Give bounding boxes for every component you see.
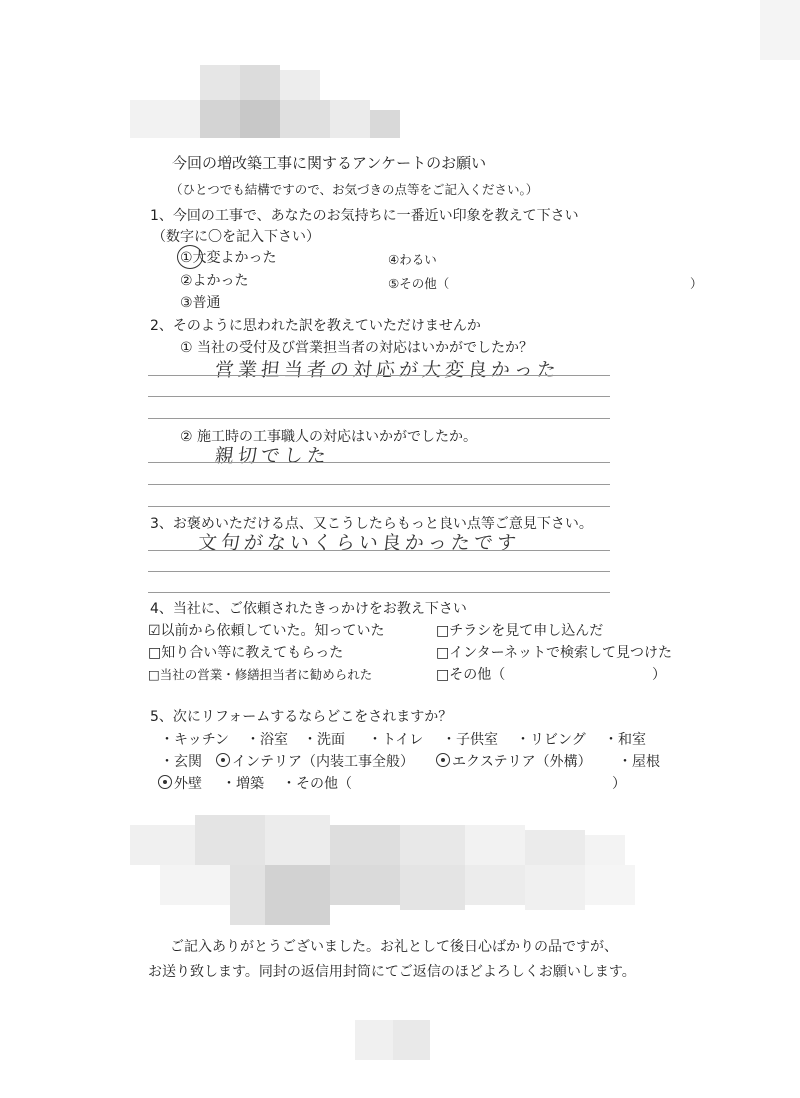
q2-question: 2、そのように思われた訳を教えていただけませんか (150, 318, 481, 334)
q4-option-3: □知り合い等に教えてもらった (148, 645, 344, 661)
q1-option-3: ③普通 (180, 295, 221, 311)
q1-option-2: ②よかった (180, 273, 249, 289)
q3-question: 3、お褒めいただける点、又こうしたらもっと良い点等ご意見下さい。 (150, 516, 593, 532)
q1-close-paren: ） (690, 276, 703, 291)
answer-line (148, 418, 610, 419)
q5-option-extension: ・増築 (222, 776, 264, 792)
q1-option-5: ⑤その他（ (388, 276, 450, 291)
q5-option-toilet: ・トイレ (368, 732, 424, 748)
q1-question: 1、今回の工事で、あなたのお気持ちに一番近い印象を教えて下さい (150, 208, 579, 224)
q5-option-washroom: ・洗面 (303, 732, 345, 748)
q3-answer-handwriting: 文句がないくらい良かったです (196, 532, 522, 554)
q5-close-paren: ） (612, 776, 626, 792)
selected-dot-icon (216, 753, 230, 767)
q5-option-exterior (436, 751, 592, 771)
q5-option-bath: ・浴室 (246, 732, 288, 748)
q2-answer2-handwriting: 親切でした (213, 445, 332, 467)
q1-option-4: ④わるい (388, 252, 437, 267)
q5-option-interior-label: インテリア（内装工事全般） (232, 754, 414, 770)
q2-sub2: ② 施工時の工事職人の対応はいかがでしたか。 (180, 429, 477, 445)
answer-line (148, 484, 610, 485)
q5-option-outer-wall-label: 外壁 (174, 776, 202, 792)
answer-line (148, 396, 610, 397)
q5-option-outer-wall (158, 773, 202, 793)
q5-option-kids-room: ・子供室 (442, 732, 498, 748)
closing-line-2: お送り致します。同封の返信用封筒にてご返信のほどよろしくお願いします。 (148, 964, 636, 980)
q1-instruction: （数字に〇を記入下さい） (152, 229, 320, 245)
answer-line (148, 506, 610, 507)
selected-dot-icon (158, 775, 172, 789)
redacted-mosaic-bottom (355, 1020, 430, 1060)
closing-line-1: ご記入ありがとうございました。お礼として後日心ばかりの品ですが、 (170, 939, 618, 955)
q4-option-4: □インターネットで検索して見つけた (436, 645, 672, 661)
q5-option-other: ・その他（ (282, 776, 352, 792)
intro-text: （ひとつでも結構ですので、お気づきの点等をご記入ください。） (170, 182, 539, 197)
q1-option-1: ①大変よかった (180, 250, 277, 266)
redacted-mosaic-middle (130, 815, 650, 925)
page-title: 今回の増改築工事に関するアンケートのお願い (172, 154, 487, 172)
q4-question: 4、当社に、ご依頼されたきっかけをお教え下さい (150, 601, 467, 617)
q4-option-5: □当社の営業・修繕担当者に勧められた (148, 667, 373, 682)
scan-shade-right (760, 0, 800, 60)
answer-line (148, 571, 610, 572)
q2-answer1-handwriting: 営業担当者の対応が大変良かった (213, 359, 562, 381)
q5-option-roof: ・屋根 (618, 754, 660, 770)
answer-line (148, 375, 610, 376)
answer-line (148, 462, 610, 463)
q4-option-2: □チラシを見て申し込んだ (436, 623, 604, 639)
redacted-mosaic-top (130, 65, 400, 140)
q5-option-living: ・リビング (516, 732, 586, 748)
q5-option-entrance: ・玄関 (160, 754, 202, 770)
q4-close-paren: ） (652, 667, 666, 683)
q5-option-interior (216, 751, 414, 771)
q5-option-japanese-room: ・和室 (604, 732, 646, 748)
q5-option-exterior-label: エクステリア（外構） (452, 754, 592, 770)
answer-line (148, 550, 610, 551)
answer-line (148, 592, 610, 593)
q5-question: 5、次にリフォームするならどこをされますか？ (150, 709, 453, 725)
q5-option-kitchen: ・キッチン (160, 732, 230, 748)
q2-sub1: ① 当社の受付及び営業担当者の対応はいかがでしたか？ (180, 340, 533, 356)
selected-dot-icon (436, 753, 450, 767)
q4-option-6: □その他（ (436, 667, 506, 683)
q4-option-1: ☑以前から依頼していた。知っていた (148, 623, 385, 639)
